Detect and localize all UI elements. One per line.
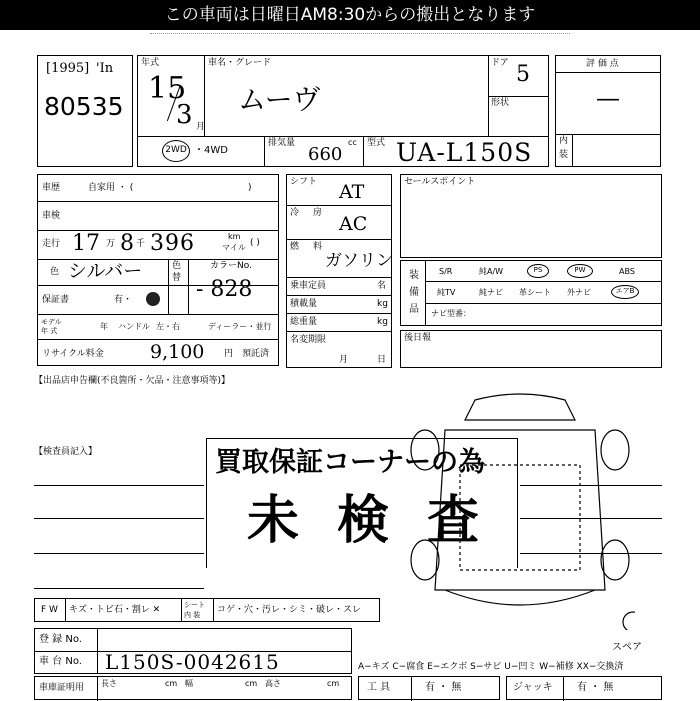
jack-box <box>506 676 662 700</box>
month-unit: 月 <box>196 122 206 132</box>
aircon-label-2: 房 <box>313 208 323 218</box>
equip-airbag-circled: エアB <box>611 285 639 299</box>
garage-cert-box <box>34 676 352 700</box>
details-table <box>37 174 279 366</box>
shift-label: シフト <box>290 177 318 187</box>
equip-ext-navi: 外ナビ <box>567 288 591 297</box>
tools-box <box>358 676 500 700</box>
lot-number-box <box>37 55 133 167</box>
model-value: UA-L150S <box>396 138 533 167</box>
notes-line-1 <box>34 485 204 486</box>
width-label: 幅 <box>185 679 193 688</box>
equip-sr: S/R <box>439 267 453 276</box>
equip-leather: 革シート <box>519 288 551 297</box>
recycle-note: 預託済 <box>242 349 270 359</box>
fuel-value: ガソリン <box>325 251 393 271</box>
lot-tag: [1995] <box>46 61 90 76</box>
handle-value: 左・右 <box>156 322 180 331</box>
spare-tire <box>623 612 635 630</box>
ghost-line <box>150 33 570 34</box>
lot-number: 80535 <box>44 92 124 121</box>
color-no-value: - 828 <box>196 277 253 302</box>
sheet-label-1: シート <box>184 601 205 609</box>
model-year-label-2: 年 式 <box>41 327 58 335</box>
recycle-unit: 円 <box>224 349 234 359</box>
car-rear <box>445 590 595 605</box>
stamp-line1: 買取保証コーナーの為 <box>215 447 485 478</box>
color-change-2: 替 <box>172 273 182 283</box>
gross-label: 総重量 <box>290 317 318 327</box>
navi-type-label: ナビ型番： <box>431 309 471 318</box>
stamp-char-1: 未 <box>247 491 300 551</box>
door-label: ドア <box>491 58 509 68</box>
sheet-label-2: 内 装 <box>184 611 201 619</box>
length-cm: cm <box>165 679 178 688</box>
jack-value: 有 ・ 無 <box>577 682 614 693</box>
year-value: 15 <box>148 71 187 106</box>
damage-codes: A−キズ C−腐食 E−エクボ S−サビ U−凹ミ W−補修 XX−交換済 <box>358 662 624 672</box>
score-value: — <box>596 84 620 112</box>
warranty-circle-mark <box>146 292 160 306</box>
inspector-label: 【検査員記入】 <box>34 447 98 457</box>
displacement-value: 660 <box>308 144 343 165</box>
warranty-value: 有・ <box>114 295 133 305</box>
drive-4wd-option: ・4WD <box>194 145 228 156</box>
gross-unit: kg <box>377 317 388 327</box>
load-unit: kg <box>377 299 388 309</box>
aircon-value: AC <box>339 213 368 235</box>
score-box <box>555 55 661 167</box>
recycle-label: リサイクル料金 <box>42 349 104 359</box>
aircon-label-1: 冷 <box>290 208 300 218</box>
door-value: 5 <box>516 62 530 87</box>
car-front-roof <box>465 394 575 420</box>
score-label: 評 価 点 <box>586 59 619 69</box>
sales-point-box <box>400 174 662 258</box>
fw-value: キズ・トビ石・割レ ✕ <box>69 605 161 615</box>
recycle-value: 9,100 <box>150 341 205 363</box>
fuel-label-2: 料 <box>313 242 323 252</box>
month-value: 3 <box>176 100 193 130</box>
seller-notes-label: 【出品店申告欄(不良箇所・欠品・注意事項等)】 <box>34 376 231 386</box>
history-close: ) <box>248 183 252 193</box>
reg-change-label: 名変期限 <box>290 335 327 345</box>
equip-navi: 純ナビ <box>479 288 503 297</box>
warranty-label: 保証書 <box>42 295 70 305</box>
equipment-box <box>400 260 662 326</box>
displacement-label: 排気量 <box>268 138 296 148</box>
mileage-man: 17 <box>72 231 100 256</box>
capacity-label: 乗車定員 <box>290 281 327 291</box>
mileage-sen-unit: 千 <box>136 239 146 249</box>
notes-line-3 <box>34 553 204 554</box>
notes-line-2 <box>34 518 204 519</box>
mileage-sen: 8 <box>120 231 134 256</box>
capacity-unit: 名 <box>377 281 387 291</box>
sheet-value: コゲ・穴・汚レ・シミ・破レ・スレ <box>217 605 362 615</box>
model-label: 型式 <box>367 138 386 148</box>
height-cm: cm <box>327 679 340 688</box>
stamp-char-2: 検 <box>337 491 390 551</box>
color-label: 色 <box>50 267 60 277</box>
reg-change-unit-2: 日 <box>377 355 387 365</box>
interior-label-1: 内 <box>559 136 569 146</box>
displacement-unit: cc <box>348 138 357 147</box>
interior-label-2: 装 <box>559 150 569 160</box>
equip-ps-circled: PS <box>527 264 549 278</box>
fw-legend-box <box>34 598 380 622</box>
front-right-wheel <box>601 430 629 470</box>
vehicle-header-box <box>137 55 549 167</box>
equip-abs: ABS <box>619 267 635 276</box>
model-year-unit: 年 <box>100 322 108 331</box>
chassis-label: 車 台 No. <box>39 656 82 667</box>
history-value: 自家用 ・ ( <box>88 183 134 193</box>
equip-tv: 純TV <box>437 288 456 297</box>
supplement-label: 後日報 <box>404 333 432 343</box>
mileage-unit-km: km <box>228 232 241 241</box>
mileage-label: 走行 <box>42 239 61 249</box>
history-label: 車歴 <box>42 183 61 193</box>
fuel-label-1: 燃 <box>290 242 300 252</box>
year-label: 年式 <box>141 58 160 68</box>
width-cm: cm <box>245 679 258 688</box>
load-label: 積載量 <box>290 299 318 309</box>
sales-point-label: セールスポイント <box>404 177 476 187</box>
jack-label: ジャッキ <box>513 682 553 693</box>
rear-right-wheel <box>601 540 629 580</box>
shift-value: AT <box>339 181 365 203</box>
color-value: シルバー <box>68 260 143 282</box>
mileage-unit-mile: マイル <box>222 243 246 252</box>
specs-table <box>286 174 392 368</box>
color-no-label: カラーNo. <box>210 261 252 271</box>
length-label: 長さ <box>101 679 117 688</box>
equipment-label-2: 備 <box>409 287 419 298</box>
stamp-char-3: 査 <box>427 491 480 551</box>
supplement-box <box>400 330 662 368</box>
car-name-label: 車名・グレード <box>208 58 272 68</box>
banner-notice: この車両は日曜日AM8:30からの搬出となります <box>0 0 700 30</box>
spare-label: スペア <box>612 642 642 653</box>
registration-box <box>34 628 352 674</box>
lot-tag-suffix: 'In <box>96 61 114 76</box>
fw-label: F W <box>41 605 58 615</box>
equipment-label-1: 装 <box>409 270 419 281</box>
mileage-rest: 396 <box>150 231 195 256</box>
model-year-label-1: モデル <box>41 318 62 326</box>
height-label: 高さ <box>265 679 281 688</box>
notes-line-4 <box>34 588 204 589</box>
handle-label: ハンドル <box>118 322 150 331</box>
equip-alloy-wheel: 純A/W <box>479 267 504 276</box>
shape-label: 形状 <box>491 98 510 108</box>
equipment-label-3: 品 <box>409 304 419 315</box>
chassis-value: L150S-0042615 <box>105 650 280 674</box>
dealer-label: ディーラー・並行 <box>208 322 272 331</box>
equip-pw-circled: PW <box>567 264 593 278</box>
inspection-label: 車検 <box>42 211 61 221</box>
reg-label: 登 録 No. <box>39 634 82 645</box>
stamp-box <box>206 438 518 568</box>
cert-label: 車庫証明用 <box>39 683 85 693</box>
mileage-man-unit: 万 <box>106 239 116 249</box>
car-name-value: ムーヴ <box>238 83 321 116</box>
reg-change-unit: 月 <box>339 355 349 365</box>
tools-label: 工 具 <box>367 682 391 693</box>
color-change-1: 色 <box>172 261 182 271</box>
tools-value: 有 ・ 無 <box>425 682 462 693</box>
mileage-paren: ( ) <box>250 238 260 248</box>
drive-2wd-circled: 2WD <box>162 140 190 162</box>
